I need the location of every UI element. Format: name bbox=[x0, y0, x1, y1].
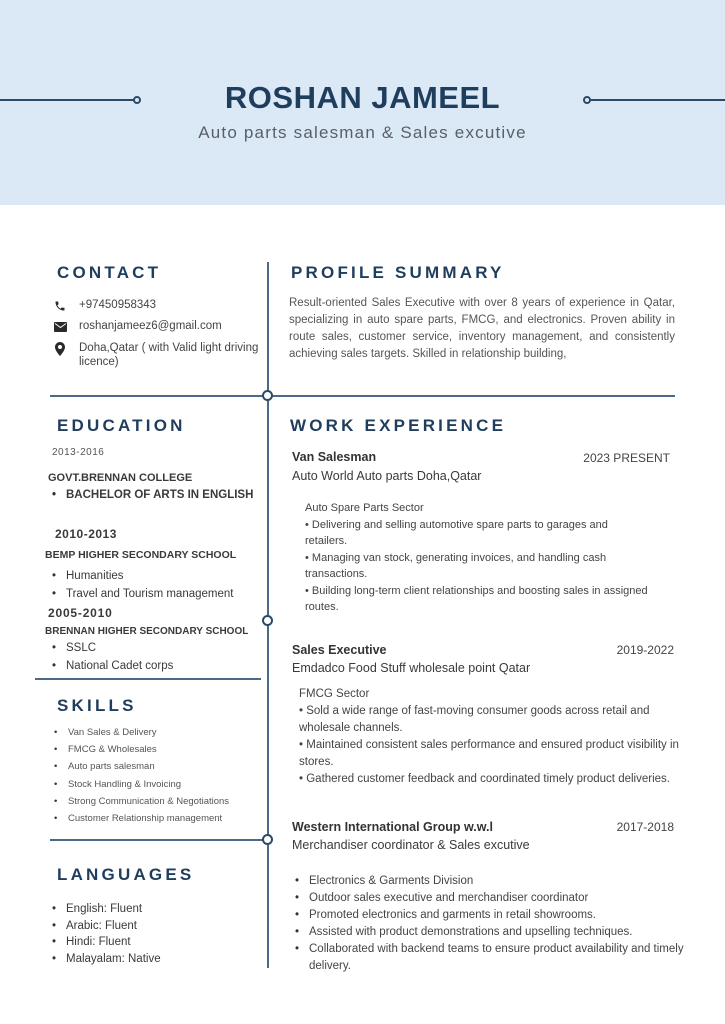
education-school: BRENNAN HIGHER SECONDARY SCHOOL bbox=[45, 626, 249, 637]
list-item: • Strong Communication & Negotiations bbox=[48, 793, 229, 810]
job-company: Merchandiser coordinator & Sales excutive bbox=[292, 838, 530, 852]
list-item: • Auto parts salesman bbox=[48, 758, 229, 775]
education-school: GOVT.BRENNAN COLLEGE bbox=[48, 472, 193, 484]
education-years: 2013-2016 bbox=[52, 447, 105, 458]
job-point: • Delivering and selling automotive spare parts to garages and retailers. bbox=[305, 518, 608, 547]
job-point: • Gathered customer feedback and coordinated timely product deliveries. bbox=[299, 773, 670, 785]
section-title-skills: SKILLS bbox=[57, 696, 137, 716]
job-details bbox=[289, 873, 709, 975]
job-point: • Sold a wide range of fast-moving consumer goods across retail and wholesale channels. bbox=[299, 705, 650, 734]
education-items bbox=[46, 567, 233, 603]
education-items bbox=[46, 489, 253, 501]
job-details bbox=[305, 500, 650, 616]
list-item: • Stock Handling & Invoicing bbox=[48, 776, 229, 793]
job-sector: FMCG Sector bbox=[299, 688, 370, 700]
job-date: 2023 PRESENT bbox=[583, 451, 670, 465]
list-item: • Humanities bbox=[46, 567, 233, 585]
job-point: • Collaborated with backend teams to ensure product availability and timely delivery. bbox=[289, 941, 709, 975]
job-point: • Promoted electronics and garments in retail showrooms. bbox=[289, 907, 709, 924]
job-point: • Maintained consistent sales performance and ensured product visibility in stores. bbox=[299, 739, 679, 768]
list-item: • Arabic: Fluent bbox=[46, 918, 161, 935]
languages-list bbox=[46, 901, 161, 967]
job-date: 2019-2022 bbox=[616, 643, 674, 657]
list-item: • Van Sales & Delivery bbox=[48, 724, 229, 741]
timeline-node bbox=[262, 390, 273, 401]
list-item: • National Cadet corps bbox=[46, 657, 173, 675]
location-pin-icon bbox=[52, 342, 68, 356]
timeline-node bbox=[262, 834, 273, 845]
divider-line bbox=[35, 678, 261, 680]
section-title-profile: PROFILE SUMMARY bbox=[291, 263, 505, 283]
job-point: • Building long-term client relationships and boosting sales in assigned routes. bbox=[305, 584, 648, 613]
candidate-name: ROSHAN JAMEEL bbox=[224, 80, 501, 115]
list-item: • Travel and Tourism management bbox=[46, 585, 233, 603]
section-title-languages: LANGUAGES bbox=[57, 865, 194, 885]
job-role: Sales Executive bbox=[292, 643, 387, 657]
job-details bbox=[299, 686, 684, 788]
job-company: Auto World Auto parts Doha,Qatar bbox=[292, 469, 482, 483]
skills-list bbox=[48, 724, 229, 827]
job-company: Emdadco Food Stuff wholesale point Qatar bbox=[292, 661, 531, 675]
job-sector: Auto Spare Parts Sector bbox=[305, 502, 424, 514]
job-role: Van Salesman bbox=[292, 450, 377, 464]
list-item: • Malayalam: Native bbox=[46, 951, 161, 968]
job-point: • Managing van stock, generating invoices, and handling cash transactions. bbox=[305, 551, 607, 580]
profile-summary-text: Result-oriented Sales Executive with over 8 years of experience in Qatar, specializing in auto spare parts, FMCG, and electronics. Proven ability in route sales, customer service, inventory management, and consistently achieving sales targets. Skilled in relationship building, bbox=[289, 297, 675, 360]
list-item: • BACHELOR OF ARTS IN ENGLISH bbox=[46, 489, 253, 501]
job-date: 2017-2018 bbox=[616, 820, 674, 834]
job-point: • Outdoor sales executive and merchandiser coordinator bbox=[289, 890, 709, 907]
section-title-work: WORK EXPERIENCE bbox=[290, 416, 506, 436]
list-item: • FMCG & Wholesales bbox=[48, 741, 229, 758]
divider-line bbox=[50, 839, 268, 841]
email-icon bbox=[52, 320, 68, 334]
list-item: • SSLC bbox=[46, 639, 173, 657]
education-items bbox=[46, 639, 173, 675]
education-years: 2005-2010 bbox=[48, 606, 113, 620]
candidate-title: Auto parts salesman & Sales excutive bbox=[198, 123, 527, 142]
job-point: • Electronics & Garments Division bbox=[289, 873, 709, 890]
phone-icon bbox=[52, 299, 68, 313]
timeline-node bbox=[262, 615, 273, 626]
divider-line bbox=[50, 395, 675, 397]
education-years: 2010-2013 bbox=[55, 527, 117, 541]
list-item: • Customer Relationship management bbox=[48, 810, 229, 827]
job-role: Western International Group w.w.l bbox=[292, 820, 493, 834]
job-point: • Assisted with product demonstrations and upselling techniques. bbox=[289, 924, 709, 941]
list-item: • English: Fluent bbox=[46, 901, 161, 918]
education-school: BEMP HIGHER SECONDARY SCHOOL bbox=[45, 549, 237, 561]
section-title-education: EDUCATION bbox=[57, 416, 186, 436]
section-title-contact: CONTACT bbox=[57, 263, 161, 283]
list-item: • Hindi: Fluent bbox=[46, 934, 161, 951]
